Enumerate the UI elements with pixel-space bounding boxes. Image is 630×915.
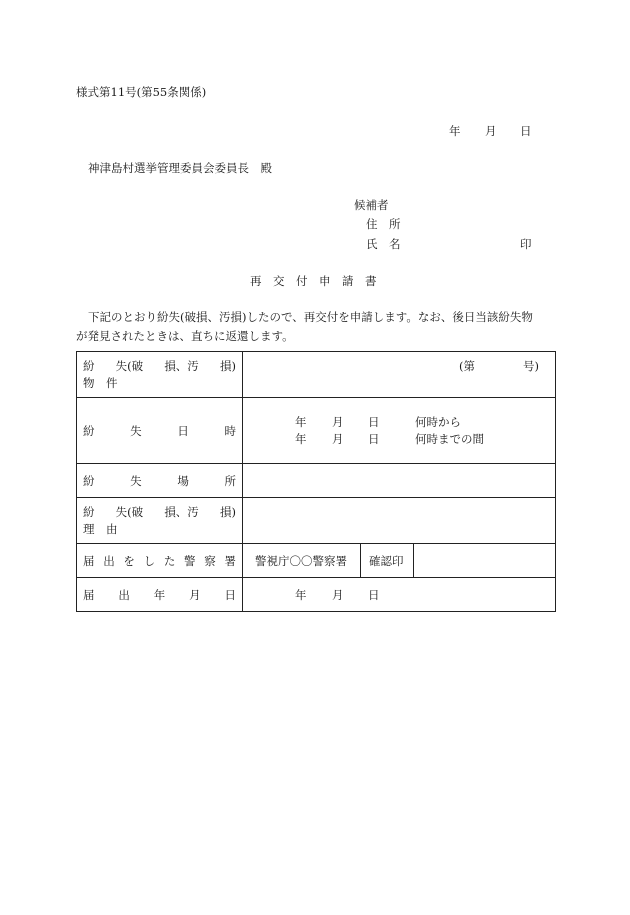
label-part: 理 由	[83, 521, 118, 536]
label-char: 届	[83, 587, 95, 602]
label-part: 物 件	[83, 375, 118, 390]
label-char: 日	[177, 423, 189, 438]
from-time-text: 何時から	[415, 415, 461, 429]
table-row	[77, 398, 556, 464]
label-part: 損)	[219, 358, 236, 373]
label-part: 損、汚	[164, 504, 199, 519]
label-char: 日	[224, 587, 236, 602]
label-char: 月	[189, 587, 201, 602]
label-part: 失(破	[115, 504, 144, 519]
label-char: 出	[118, 587, 130, 602]
lost-reason-value[interactable]	[243, 498, 556, 544]
date-day-label: 日	[520, 124, 532, 138]
table-row	[77, 352, 556, 398]
date-year-label: 年	[449, 124, 461, 138]
from-day-label: 日	[368, 415, 380, 429]
table-row	[77, 544, 556, 578]
addressee: 神津島村選挙管理委員会委員長 殿	[88, 161, 272, 175]
label-char: 警	[184, 553, 196, 568]
document-title: 再 交 付 申 請 書	[250, 274, 377, 288]
from-month-label: 月	[332, 415, 344, 429]
label-char: 紛	[83, 473, 95, 488]
report-date-value[interactable]	[243, 578, 556, 612]
label-char: 察	[204, 553, 216, 568]
label-char: 紛	[83, 423, 95, 438]
lost-place-label	[77, 464, 243, 498]
label-part: 失(破	[115, 358, 144, 373]
label-char: 届	[83, 553, 95, 568]
label-char: 出	[103, 553, 115, 568]
label-char: 年	[153, 587, 166, 602]
label-char: を	[123, 553, 135, 568]
confirm-seal-box[interactable]	[414, 544, 556, 578]
candidate-heading: 候補者	[354, 198, 389, 212]
lost-datetime-value[interactable]	[243, 398, 556, 464]
lost-reason-label	[77, 498, 243, 544]
item-number-close: 号)	[523, 359, 539, 373]
to-month-label: 月	[332, 432, 344, 446]
label-part: 紛	[83, 358, 95, 373]
label-char: 署	[224, 553, 236, 568]
police-station-label	[77, 544, 243, 578]
report-month-label: 月	[332, 588, 344, 602]
to-day-label: 日	[368, 432, 380, 446]
to-time-text: 何時までの間	[415, 432, 484, 446]
item-number-open: (第	[459, 359, 475, 373]
form-number: 様式第11号(第55条関係)	[76, 85, 207, 99]
body-text-line-2: が発見されたときは、直ちに返還します。	[76, 329, 294, 343]
application-table	[76, 351, 556, 612]
candidate-address-label: 住 所	[366, 217, 401, 231]
label-part: 損)	[219, 504, 236, 519]
lost-place-value[interactable]	[243, 464, 556, 498]
from-year-label: 年	[295, 415, 307, 429]
label-char: し	[143, 553, 156, 568]
lost-item-label	[77, 352, 243, 398]
lost-datetime-label	[77, 398, 243, 464]
to-year-label: 年	[295, 432, 307, 446]
table-row	[77, 498, 556, 544]
label-char: 時	[224, 423, 236, 438]
label-char: 所	[224, 473, 236, 488]
label-char: た	[163, 553, 176, 568]
table-row	[77, 578, 556, 612]
lost-item-value[interactable]	[243, 352, 556, 398]
candidate-name-label: 氏 名	[366, 237, 401, 251]
label-char: 場	[177, 473, 189, 488]
seal-mark: 印	[520, 237, 532, 251]
police-station-value: 警視庁〇〇警察署	[243, 544, 361, 578]
label-char: 失	[130, 423, 142, 438]
report-day-label: 日	[368, 588, 380, 602]
date-month-label: 月	[485, 124, 497, 138]
report-date-label	[77, 578, 243, 612]
label-char: 失	[130, 473, 142, 488]
body-text-line-1: 下記のとおり紛失(破損、汚損)したので、再交付を申請します。なお、後日当該紛失物	[88, 310, 533, 324]
label-part: 紛	[83, 504, 95, 519]
label-part: 損、汚	[164, 358, 199, 373]
table-row	[77, 464, 556, 498]
report-year-label: 年	[295, 588, 307, 602]
confirm-seal-label: 確認印	[361, 544, 414, 578]
